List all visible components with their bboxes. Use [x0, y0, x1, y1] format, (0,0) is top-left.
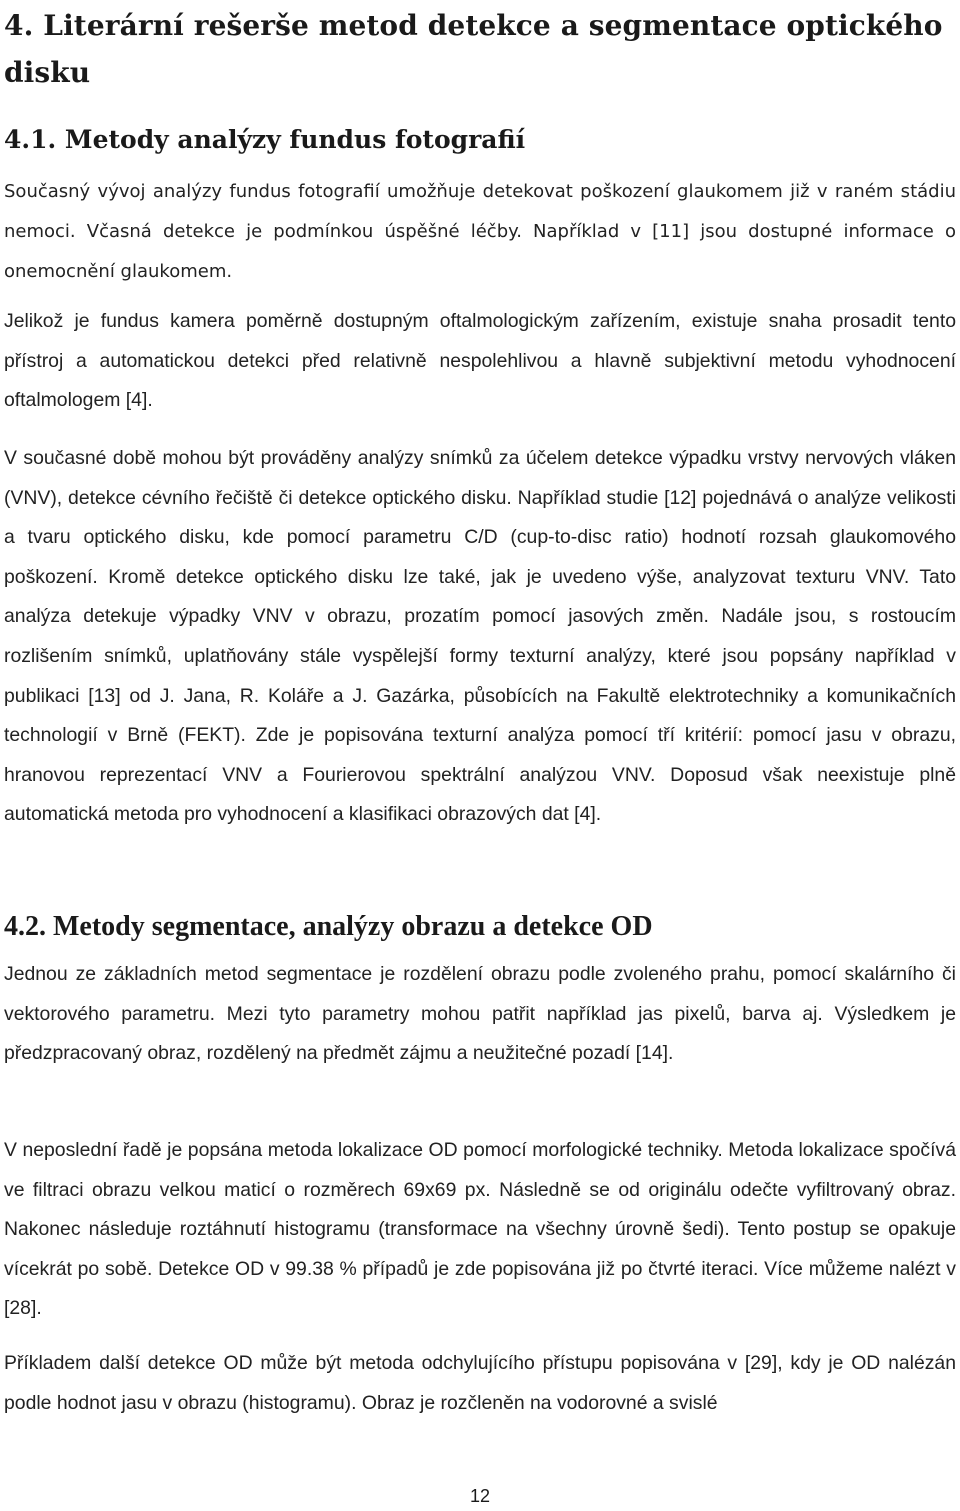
section-heading-4-2: 4.2. Metody segmentace, analýzy obrazu a detekce OD — [4, 911, 653, 942]
paragraph-current-analysis: V současné době mohou být prováděny analýzy snímků za účelem detekce výpadku vrstvy nervových vláken (VNV), detekce cévního řečiště či detekce optického disku. Například studie [12] pojednává o analýze velikosti a tvaru optického disku, kde pomocí parametru C/D (cup-to-disc ratio) hodnotí rozsah glaukomového poškození. Kromě detekce optického disku lze také, jak je uvedeno výše, analyzovat texturu VNV. Tato analýza detekuje výpadky VNV v obrazu, prozatím pomocí jasových změn. Nadále jsou, s rostoucím rozlišením snímků, uplatňovány stále vyspělejší formy texturní analýzy, které jsou popsány například v publikaci [13] od J. Jana, R. Koláře a J. Gazárka, působících na Fakultě elektrotechniky a komunikačních technologií v Brně (FEKT). Zde je popisována texturní analýza pomocí tří kritérií: pomocí jasu v obrazu, hranovou reprezentací VNV a Fourierovou spektrální analýzou VNV. Doposud však neexistuje plně automatická metoda pro vyhodnocení a klasifikaci obrazových dat [4]. — [4, 447, 956, 826]
section-heading-4-1: 4.1. Metody analýzy fundus fotografií — [4, 125, 526, 154]
paragraph-fundus-camera: Jelikož je fundus kamera poměrně dostupným oftalmologickým zařízením, existuje snaha prosadit tento přístroj a automatickou detekci před relativně nespolehlivou a hlavně subjektivní metodu vyhodnocení oftalmologem [4]. — [4, 310, 956, 412]
chapter-heading: 4. Literární rešerše metod detekce a segmentace optického disku — [4, 9, 943, 89]
paragraph-threshold-segmentation: Jednou ze základních metod segmentace je rozdělení obrazu podle zvoleného prahu, pomocí skalárního či vektorového parametru. Mezi tyto parametry mohou patřit například jas pixelů, barva aj. Výsledkem je předzpracovaný obraz, rozdělený na předmět zájmu a neužitečné pozadí [14]. — [4, 963, 956, 1065]
paragraph-morphological-localization: V neposlední řadě je popsána metoda lokalizace OD pomocí morfologické techniky. Metoda lokalizace spočívá ve filtraci obrazu velkou maticí o rozměrech 69x69 px. Následně se od originálu odečte vyfiltrovaný obraz. Nakonec následuje roztáhnutí histogramu (transformace na všechny úrovně šedi). Tento postup se opakuje vícekrát po sobě. Detekce OD v 99.38 % případů je zde popisována již po čtvrté iteraci. Více můžeme nalézt v [28]. — [4, 1139, 956, 1320]
page-number: 12 — [469, 1486, 491, 1506]
paragraph-glaucoma-intro: Současný vývoj analýzy fundus fotografií umožňuje detekovat poškození glaukomem již v raném stádiu nemoci. Včasná detekce je podmínkou úspěšné léčby. Například v [11] jsou dostupné informace o onemocnění glaukomem. — [4, 181, 956, 282]
paragraph-deviation-approach: Příkladem další detekce OD může být metoda odchylujícího přístupu popisována v [29], kdy je OD nalézán podle hodnot jasu v obrazu (histogramu). Obraz je rozčleněn na vodorovné a svislé — [4, 1352, 956, 1414]
